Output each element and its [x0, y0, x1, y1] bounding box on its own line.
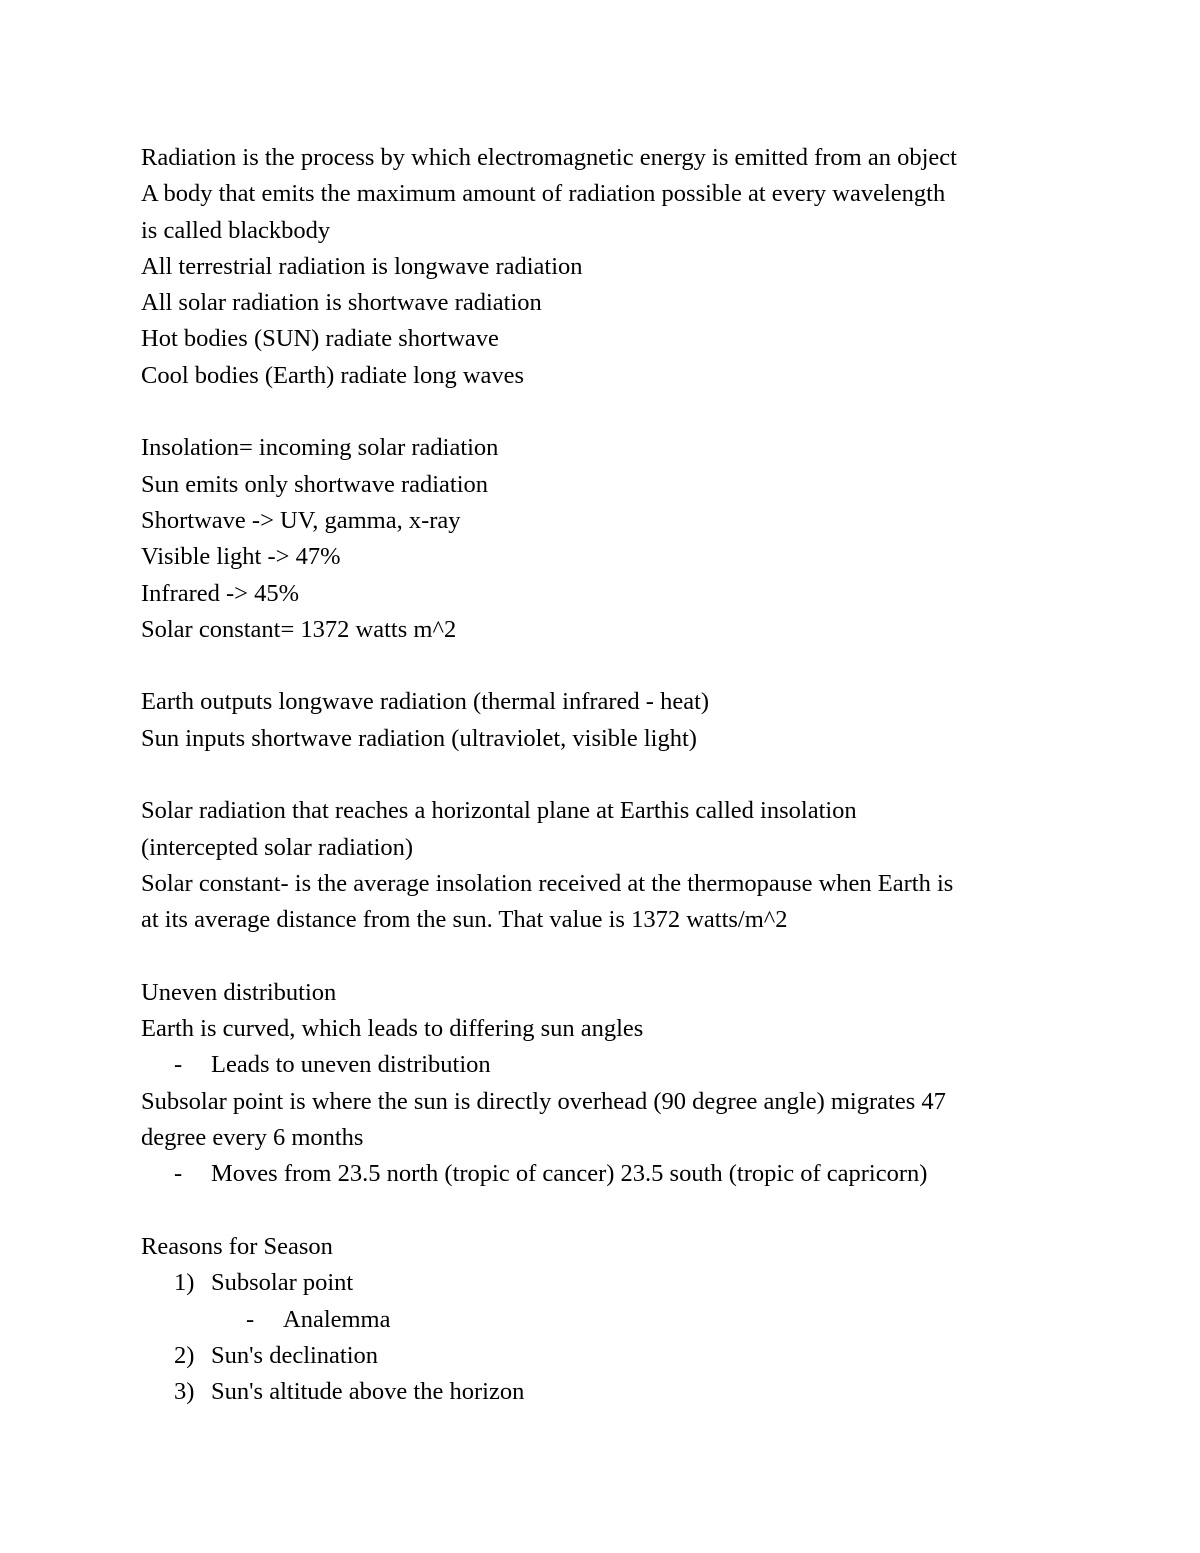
text-line: Shortwave -> UV, gamma, x-ray: [141, 506, 461, 534]
text-line: Visible light -> 47%: [141, 543, 341, 571]
text-line: at its average distance from the sun. That value is 1372 watts/m^2: [141, 906, 788, 934]
bullet-text: Leads to uneven distribution: [211, 1051, 491, 1079]
text-line: Radiation is the process by which electromagnetic energy is emitted from an object: [141, 144, 957, 171]
text-line: degree every 6 months: [141, 1124, 364, 1152]
dash-marker: -: [246, 1305, 255, 1333]
section-heading: Reasons for Season: [141, 1232, 333, 1260]
text-line: Sun emits only shortwave radiation: [141, 470, 489, 498]
document-body: [141, 140, 1081, 1410]
numbered-item-text: Sun's altitude above the horizon: [211, 1378, 525, 1406]
dash-marker: -: [174, 1160, 183, 1188]
text-line: Infrared -> 45%: [141, 579, 300, 607]
blank-line: [141, 1193, 1081, 1229]
text-line: A body that emits the maximum amount of radiation possible at every wavelength: [141, 180, 946, 208]
text-line: Solar constant- is the average insolation received at the thermopause when Earth is: [141, 869, 954, 897]
bullet-item: [141, 1156, 1081, 1192]
text-line: Solar constant= 1372 watts m^2: [141, 615, 457, 643]
text-line: Earth is curved, which leads to differing sun angles: [141, 1015, 644, 1043]
sub-bullet-item: [141, 1302, 1081, 1338]
blank-line: [141, 939, 1081, 975]
bullet-text: Moves from 23.5 north (tropic of cancer) 23.5 south (tropic of capricorn): [211, 1160, 928, 1188]
text-line: All terrestrial radiation is longwave radiation: [141, 252, 583, 280]
sub-bullet-text: Analemma: [283, 1305, 391, 1333]
blank-line: [141, 394, 1081, 430]
text-line: All solar radiation is shortwave radiation: [141, 289, 542, 317]
numbered-item: [141, 1265, 1081, 1301]
bullet-item: [141, 1047, 1081, 1083]
text-line: is called blackbody: [141, 216, 331, 244]
numbered-item: [141, 1374, 1081, 1410]
text-line: Sun inputs shortwave radiation (ultraviolet, visible light): [141, 724, 697, 752]
blank-line: [141, 648, 1081, 684]
dash-marker: -: [174, 1051, 183, 1079]
text-line: Insolation= incoming solar radiation: [141, 434, 499, 462]
numbered-item-text: Sun's declination: [211, 1341, 379, 1369]
text-line: (intercepted solar radiation): [141, 833, 414, 861]
text-line: Cool bodies (Earth) radiate long waves: [141, 361, 525, 389]
section-heading: Uneven distribution: [141, 978, 337, 1006]
number-marker: 2): [174, 1341, 195, 1369]
number-marker: 1): [174, 1269, 195, 1297]
number-marker: 3): [174, 1378, 195, 1406]
blank-line: [141, 757, 1081, 793]
text-line: Solar radiation that reaches a horizontal plane at Earthis called insolation: [141, 797, 857, 825]
text-line: Earth outputs longwave radiation (thermal infrared - heat): [141, 688, 710, 716]
text-line: Hot bodies (SUN) radiate shortwave: [141, 325, 499, 353]
numbered-item: [141, 1338, 1081, 1374]
numbered-item-text: Subsolar point: [211, 1269, 354, 1297]
text-line: Subsolar point is where the sun is directly overhead (90 degree angle) migrates 47: [141, 1087, 946, 1115]
